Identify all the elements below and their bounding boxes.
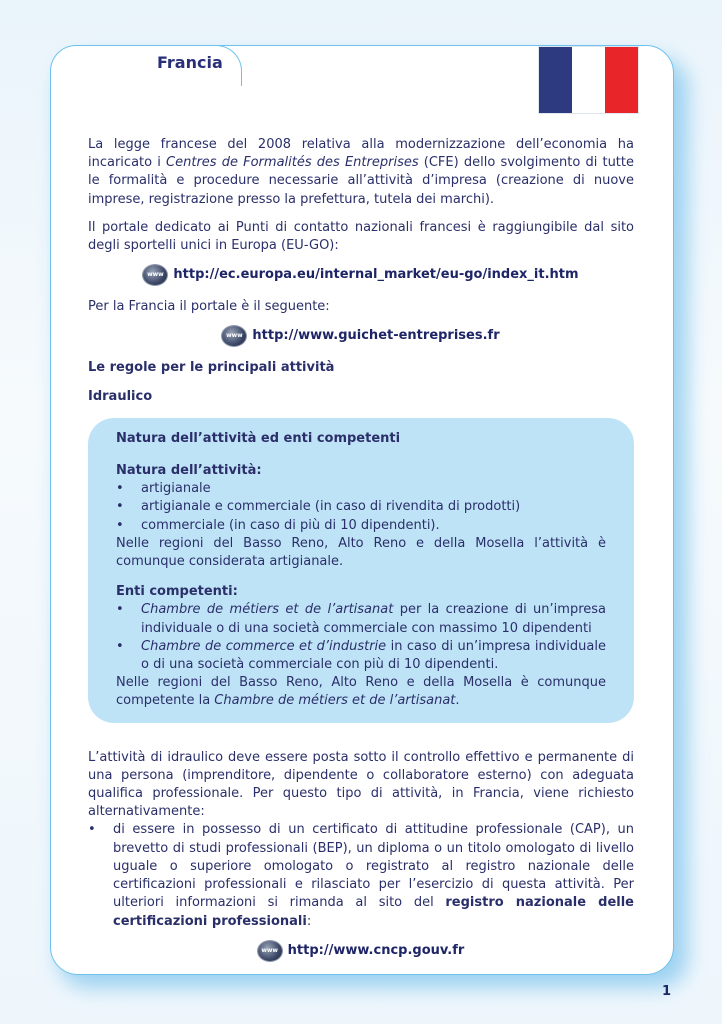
guichet-link[interactable] (88, 326, 634, 346)
rules-heading: Le regole per le principali attività (88, 360, 335, 376)
list-item: • Chambre de commerce et d’industrie in caso di un’impresa individuale o di una società commerciale con più di 10 dipendenti. (116, 638, 606, 674)
plumber-heading: Idraulico (88, 388, 153, 404)
eu-go-link[interactable] (88, 265, 634, 285)
cncp-link[interactable] (88, 941, 634, 961)
france-portal-paragraph: Per la Francia il portale è il seguente: (88, 299, 330, 315)
flag-blue-stripe (539, 47, 572, 113)
intro-paragraph: La legge francese del 2008 relativa alla modernizzazione dell’economia ha incaricato i Centres de Formalités des Entreprises (CFE) dello svolgimento di tutte le formalità e procedure necessarie all’attività d’impresa (creazione di nuove imprese, registrazione presso la prefettura, tutela dei marchi). (88, 137, 635, 207)
list-item: • di essere in possesso di un certificato di attitudine professionale (CAP), un brevetto di studi professionali (BEP), un diploma o un titolo omologato di livello uguale o superiore omologato o registrato al registro nazionale delle certificazioni professionali e rilasciato per l’esercizio di questa attività. Per ulteriori informazioni si rimanda al sito del registro nazionale delle certificazioni professionali: (88, 821, 634, 930)
portal-paragraph: Il portale dedicato ai Punti di contatto nazionali francesi è raggiungibile dal sito degli sportelli unici in Europa (EU-GO): (88, 219, 634, 254)
www-globe-icon: www (258, 941, 282, 961)
nature-list (116, 480, 606, 535)
bodies-note: Nelle regioni del Basso Reno, Alto Reno e della Mosella è comunque competente la Chambre de métiers et de l’artisanat. (116, 675, 606, 709)
www-globe-icon: www (222, 326, 246, 346)
box-heading: Natura dell’attività ed enti competenti (116, 430, 401, 446)
list-item: • artigianale (116, 480, 606, 498)
guichet-link-text[interactable]: http://www.guichet-entreprises.fr (252, 328, 500, 344)
bodies-list (116, 601, 606, 674)
info-box (88, 418, 634, 723)
main-content (88, 136, 634, 974)
cncp-link-text[interactable]: http://www.cncp.gouv.fr (287, 942, 465, 958)
nature-note: Nelle regioni del Basso Reno, Alto Reno e della Mosella l’attività è comunque considerata artigianale. (116, 535, 606, 570)
list-item: • artigianale e commerciale (in caso di rivendita di prodotti) (116, 498, 606, 516)
page-number: 1 (662, 984, 672, 999)
flag-red-stripe (605, 47, 638, 113)
list-item: • Chambre de métiers et de l’artisanat per la creazione di un’impresa individuale o di una società commerciale con massimo 10 dipendenti (116, 601, 606, 637)
nature-heading: Natura dell’attività: (116, 463, 262, 479)
closing-paragraph: L’attività di idraulico deve essere posta sotto il controllo effettivo e permanente di una persona (imprenditore, dipendente o collaboratore esterno) con adeguata qualifica professionale. Per questo tipo di attività, in Francia, viene richiesto alternativamente: (88, 749, 634, 820)
flag-white-stripe (572, 47, 605, 113)
list-item: • commerciale (in caso di più di 10 dipendenti). (116, 517, 606, 535)
bodies-heading: Enti competenti: (116, 584, 238, 600)
france-flag (539, 47, 638, 113)
www-globe-icon: www (143, 265, 167, 285)
page-title: Francia (157, 53, 223, 72)
requirements-list (88, 821, 634, 930)
eu-go-link-text[interactable]: http://ec.europa.eu/internal_market/eu-go/index_it.htm (173, 267, 579, 283)
